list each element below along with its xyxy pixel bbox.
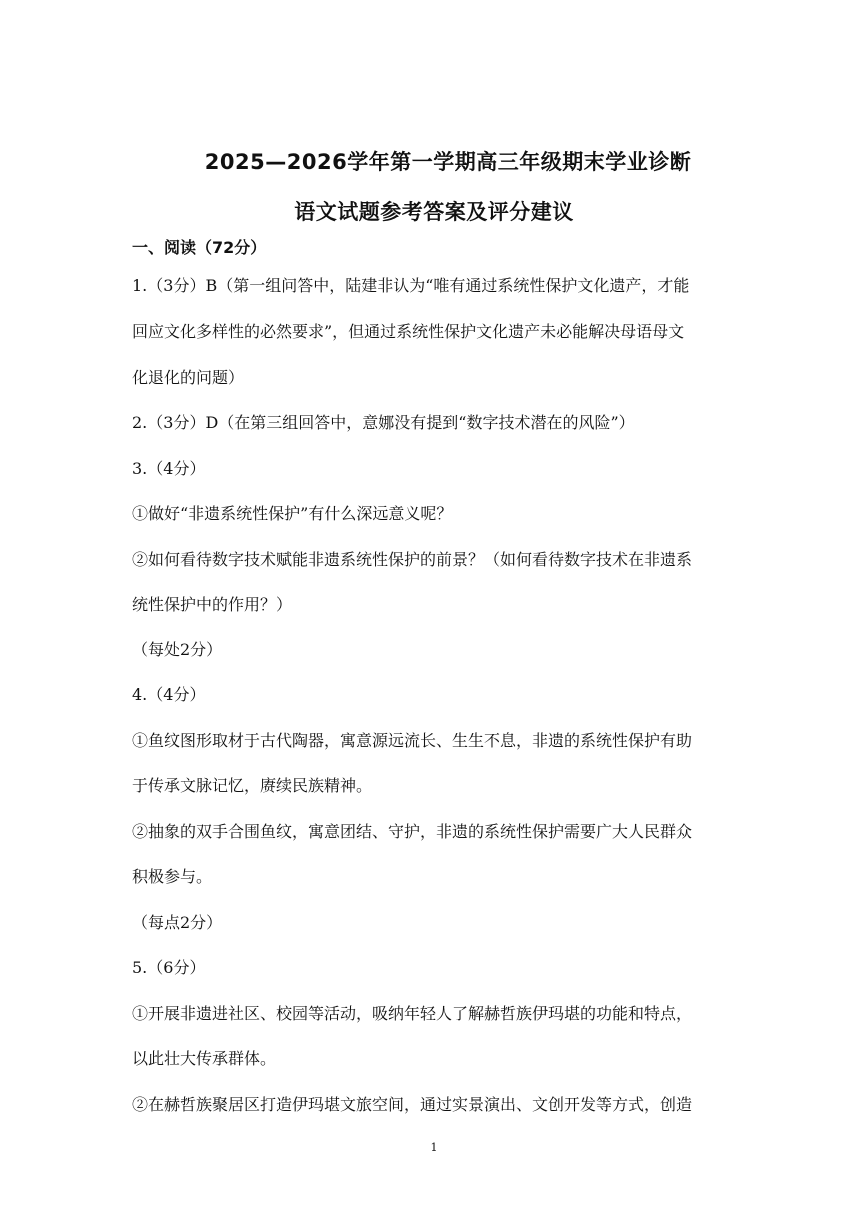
answer-line: 化退化的问题） [132, 368, 245, 387]
answer-line: 3.（4分） [132, 459, 206, 478]
score-note: （每点2分） [132, 913, 223, 932]
page-number: 1 [430, 1141, 438, 1154]
answer-line: 统性保护中的作用？） [132, 595, 293, 614]
answer-line: 4.（4分） [132, 685, 206, 704]
score-note: （每处2分） [132, 640, 223, 659]
answer-line: 以此壮大传承群体。 [132, 1049, 277, 1068]
answer-line: 1.（3分）B（第一组问答中，陆建非认为“唯有通过系统性保护文化遗产，才能 [132, 276, 690, 295]
answer-line: 5.（6分） [132, 958, 206, 977]
answer-line: ②抽象的双手合围鱼纹，寓意团结、守护，非遗的系统性保护需要广大人民群众 [132, 822, 693, 841]
answer-line: ②如何看待数字技术赋能非遗系统性保护的前景？（如何看待数字技术在非遗系 [132, 550, 693, 569]
document-title: 2025—2026学年第一学期高三年级期末学业诊断 [204, 150, 692, 174]
answer-line: 于传承文脉记忆，赓续民族精神。 [132, 776, 373, 795]
answer-line: 2.（3分）D（在第三组回答中，意娜没有提到“数字技术潜在的风险”） [132, 413, 635, 432]
answer-line: ②在赫哲族聚居区打造伊玛堪文旅空间，通过实景演出、文创开发等方式，创造 [132, 1095, 693, 1114]
answer-line: ①做好“非遗系统性保护”有什么深远意义呢？ [132, 504, 453, 523]
answer-line: ①开展非遗进社区、校园等活动，吸纳年轻人了解赫哲族伊玛堪的功能和特点， [132, 1004, 693, 1023]
answer-line: ①鱼纹图形取材于古代陶器，寓意源远流长、生生不息，非遗的系统性保护有助 [132, 731, 693, 750]
section-heading: 一、阅读（72分） [132, 238, 267, 257]
document-subtitle: 语文试题参考答案及评分建议 [294, 200, 574, 224]
answer-line: 积极参与。 [132, 867, 213, 886]
answer-line: 回应文化多样性的必然要求”，但通过系统性保护文化遗产未必能解决母语母文 [132, 322, 685, 341]
